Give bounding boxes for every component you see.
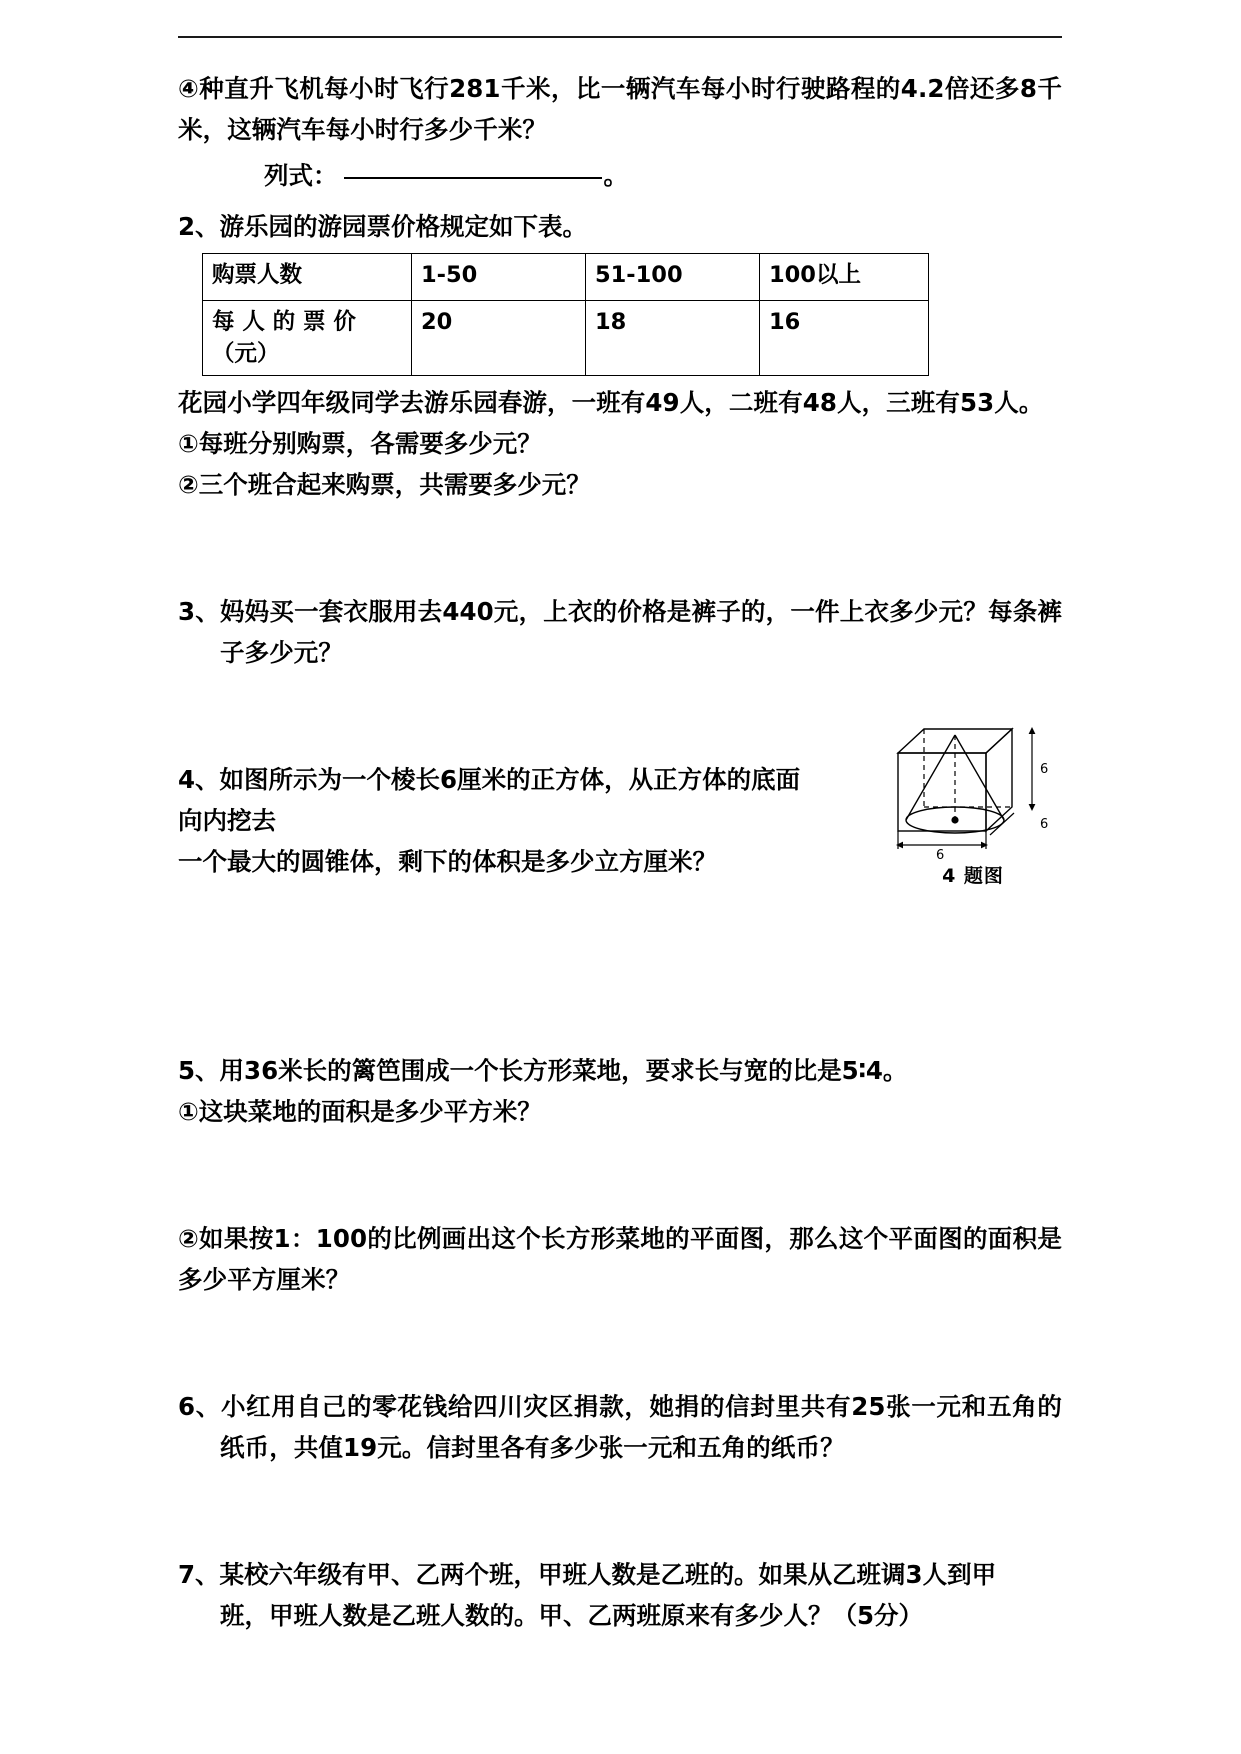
answer-space-q5-2 — [178, 1300, 1062, 1386]
question-5-sub-1: ①这块菜地的面积是多少平方米？ — [178, 1097, 542, 1126]
answer-prompt-label: 列式： — [264, 161, 338, 190]
question-4-figure-caption: 4 题图 — [942, 865, 1004, 887]
question-4-text — [178, 759, 818, 882]
answer-space-q4 — [178, 882, 1062, 992]
table-row-price — [203, 301, 929, 376]
answer-space-q4-extra — [178, 992, 1062, 1050]
question-5-stem: 5、用36米长的篱笆围成一个长方形菜地，要求长与宽的比是5∶4。 — [178, 1056, 908, 1085]
table-cell-row1-col2: 18 — [586, 301, 760, 376]
table-cell-row0-col2: 51-100 — [586, 254, 760, 301]
answer-blank-input[interactable] — [344, 176, 602, 179]
question-2-sub-1: ①每班分别购票，各需要多少元？ — [178, 429, 542, 458]
answer-suffix: 。 — [603, 161, 628, 190]
price-label-sub: （元） — [212, 341, 280, 367]
answer-line-row — [178, 154, 1062, 198]
question-7-line-1: 7、某校六年级有甲、乙两个班，甲班人数是乙班的。如果从乙班调3人到甲 — [178, 1560, 997, 1589]
figure-height-label: 6 — [1040, 762, 1049, 777]
table-cell-row1-col1: 20 — [412, 301, 586, 376]
cube-with-cone-diagram — [880, 721, 1066, 863]
price-label-main: 每 人 的 票 价 — [212, 309, 356, 335]
table-cell-row1-col3: 16 — [760, 301, 929, 376]
answer-space-q5-1 — [178, 1132, 1062, 1218]
question-2-sub-2: ②三个班合起来购票，共需要多少元？ — [178, 470, 591, 499]
table-cell-row1-col0 — [203, 301, 412, 376]
question-7-line-2: 班，甲班人数是乙班人数的。甲、乙两班原来有多少人？（5分） — [220, 1601, 924, 1630]
question-2-context: 花园小学四年级同学去游乐园春游，一班有49人，二班有48人，三班有53人。 — [178, 388, 1044, 417]
question-4-line-2: 一个最大的圆锥体，剩下的体积是多少立方厘米？ — [178, 847, 717, 876]
table-cell-row0-col0: 购票人数 — [203, 254, 412, 301]
table-cell-row0-col1: 1-50 — [412, 254, 586, 301]
page-top-divider — [178, 36, 1062, 38]
question-3-text: 3、妈妈买一套衣服用去440元，上衣的价格是裤子的，一件上衣多少元？每条裤子多少元？ — [178, 597, 1062, 667]
question-1-item-4-text: ④种直升飞机每小时飞行281千米，比一辆汽车每小时行驶路程的4.2倍还多8千米，这辆汽车每小时行多少千米？ — [178, 74, 1062, 144]
figure-width-label: 6 — [936, 848, 945, 863]
ticket-price-table — [202, 253, 929, 376]
page-content — [178, 68, 1062, 1636]
question-6-text: 6、小红用自己的零花钱给四川灾区捐款，她捐的信封里共有25张一元和五角的纸币，共值19元。信封里各有多少张一元和五角的纸币？ — [178, 1392, 1062, 1462]
question-4-block — [178, 759, 1062, 887]
question-4-line-1: 4、如图所示为一个棱长6厘米的正方体，从正方体的底面向内挖去 — [178, 765, 801, 835]
question-5-sub-2: ②如果按1：100的比例画出这个长方形菜地的平面图，那么这个平面图的面积是多少平方厘米？ — [178, 1224, 1062, 1294]
question-2-stem: 2、游乐园的游园票价格规定如下表。 — [178, 212, 588, 241]
figure-depth-label: 6 — [1040, 817, 1049, 832]
question-4-figure — [878, 721, 1068, 888]
answer-space-q2 — [178, 505, 1062, 591]
answer-space-q6 — [178, 1468, 1062, 1554]
table-cell-row0-col3: 100以上 — [760, 254, 929, 301]
table-row-header — [203, 254, 929, 301]
